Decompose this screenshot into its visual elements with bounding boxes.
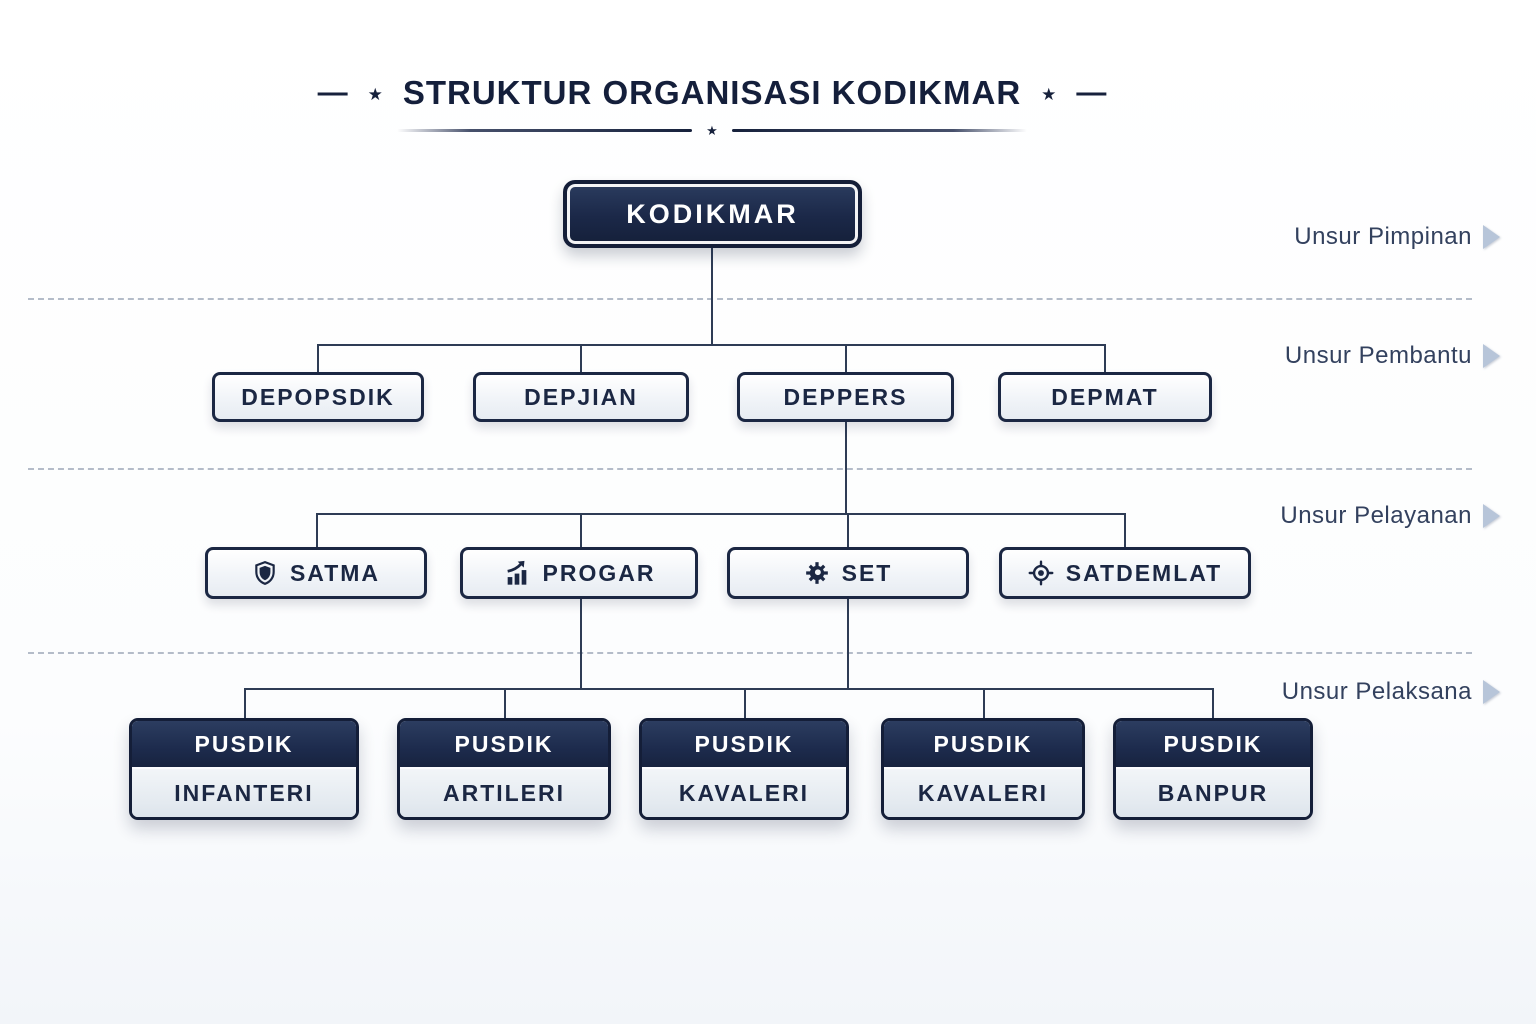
org-box-label: BANPUR — [1116, 767, 1310, 817]
org-box-label: PROGAR — [542, 559, 656, 586]
growth-chart-icon — [503, 559, 531, 587]
connector-drop-depopsdik — [317, 344, 319, 372]
side-label-text: Unsur Pelaksana — [1281, 678, 1472, 705]
arrow-right-icon — [1483, 504, 1500, 528]
section-divider-3 — [28, 652, 1472, 654]
org-box-label: DEPOPSDIK — [241, 383, 395, 410]
underline-star-icon: ★ — [706, 123, 718, 138]
org-box-pusdik-kavaleri-1 — [639, 718, 849, 820]
connector-drop-pusdik-4 — [983, 688, 985, 718]
connector-drop-depjian — [580, 344, 582, 372]
title-row — [0, 74, 1424, 112]
org-box-pusdik-banpur — [1113, 718, 1313, 820]
side-label-unsur-pelayanan — [1280, 500, 1500, 532]
page-title: STRUKTUR ORGANISASI KODIKMAR — [402, 74, 1022, 111]
connector-drop-set — [847, 513, 849, 547]
connector-root-down — [711, 248, 713, 344]
underline-right-segment — [732, 129, 1027, 132]
side-label-text: Unsur Pembantu — [1284, 342, 1472, 369]
org-box-label: KAVALERI — [884, 767, 1082, 817]
connector-drop-pusdik-2 — [504, 688, 506, 718]
org-box-pusdik-artileri — [397, 718, 611, 820]
org-box-header: PUSDIK — [1116, 721, 1310, 767]
connector-drop-pusdik-5 — [1212, 688, 1214, 718]
org-box-label: SET — [841, 559, 893, 586]
side-label-unsur-pimpinan — [1294, 221, 1500, 253]
connector-drop-depmat — [1104, 344, 1106, 372]
side-label-text: Unsur Pelayanan — [1280, 502, 1472, 529]
section-divider-1 — [28, 298, 1472, 300]
title-left-star-icon: ★ — [367, 84, 383, 104]
section-divider-2 — [28, 468, 1472, 470]
org-box-depjian — [473, 372, 689, 422]
org-box-header: PUSDIK — [884, 721, 1082, 767]
arrow-right-icon — [1483, 344, 1500, 368]
connector-drop-deppers — [845, 344, 847, 372]
connector-deppers-down — [845, 422, 847, 513]
org-box-label: INFANTERI — [132, 767, 356, 817]
side-label-unsur-pelaksana — [1282, 676, 1500, 708]
title-left-dash: — — [317, 76, 348, 109]
org-box-label: DEPPERS — [783, 383, 908, 410]
org-box-pusdik-kavaleri-2 — [881, 718, 1085, 820]
org-box-satma — [205, 547, 427, 599]
org-box-header: PUSDIK — [132, 721, 356, 767]
side-label-text: Unsur Pimpinan — [1294, 223, 1472, 250]
connector-bus-level3 — [316, 513, 1126, 515]
org-box-deppers — [737, 372, 954, 422]
underline-left-segment — [397, 129, 692, 132]
title-right-dash: — — [1076, 76, 1107, 109]
gear-icon — [804, 560, 830, 586]
org-box-label: ARTILERI — [400, 767, 608, 817]
org-box-set — [727, 547, 969, 599]
org-box-label: DEPMAT — [1051, 383, 1159, 410]
arrow-right-icon — [1483, 680, 1500, 704]
org-box-label: DEPJIAN — [524, 383, 638, 410]
org-box-label: SATDEMLAT — [1065, 559, 1223, 586]
org-box-pusdik-infanteri — [129, 718, 359, 820]
side-label-unsur-pembantu — [1285, 340, 1500, 372]
org-box-label: KODIKMAR — [626, 198, 799, 229]
title-underline — [0, 124, 1424, 137]
org-box-kodikmar — [563, 180, 862, 248]
connector-bus-level4 — [244, 688, 1214, 690]
connector-drop-satdemlat — [1124, 513, 1126, 547]
org-box-label: SATMA — [289, 559, 381, 586]
org-box-header: PUSDIK — [642, 721, 846, 767]
connector-bus-level2 — [317, 344, 1106, 346]
org-box-label: KAVALERI — [642, 767, 846, 817]
connector-drop-satma — [316, 513, 318, 547]
org-box-depopsdik — [212, 372, 424, 422]
org-box-header: PUSDIK — [400, 721, 608, 767]
target-icon — [1028, 560, 1054, 586]
connector-progar-down — [580, 599, 582, 690]
title-right-star-icon: ★ — [1041, 84, 1057, 104]
connector-drop-pusdik-1 — [244, 688, 246, 718]
arrow-right-icon — [1483, 225, 1500, 249]
connector-drop-progar — [580, 513, 582, 547]
org-box-depmat — [998, 372, 1212, 422]
shield-icon — [252, 560, 278, 586]
org-box-progar — [460, 547, 698, 599]
connector-set-down — [847, 599, 849, 690]
org-box-satdemlat — [999, 547, 1251, 599]
connector-drop-pusdik-3 — [744, 688, 746, 718]
